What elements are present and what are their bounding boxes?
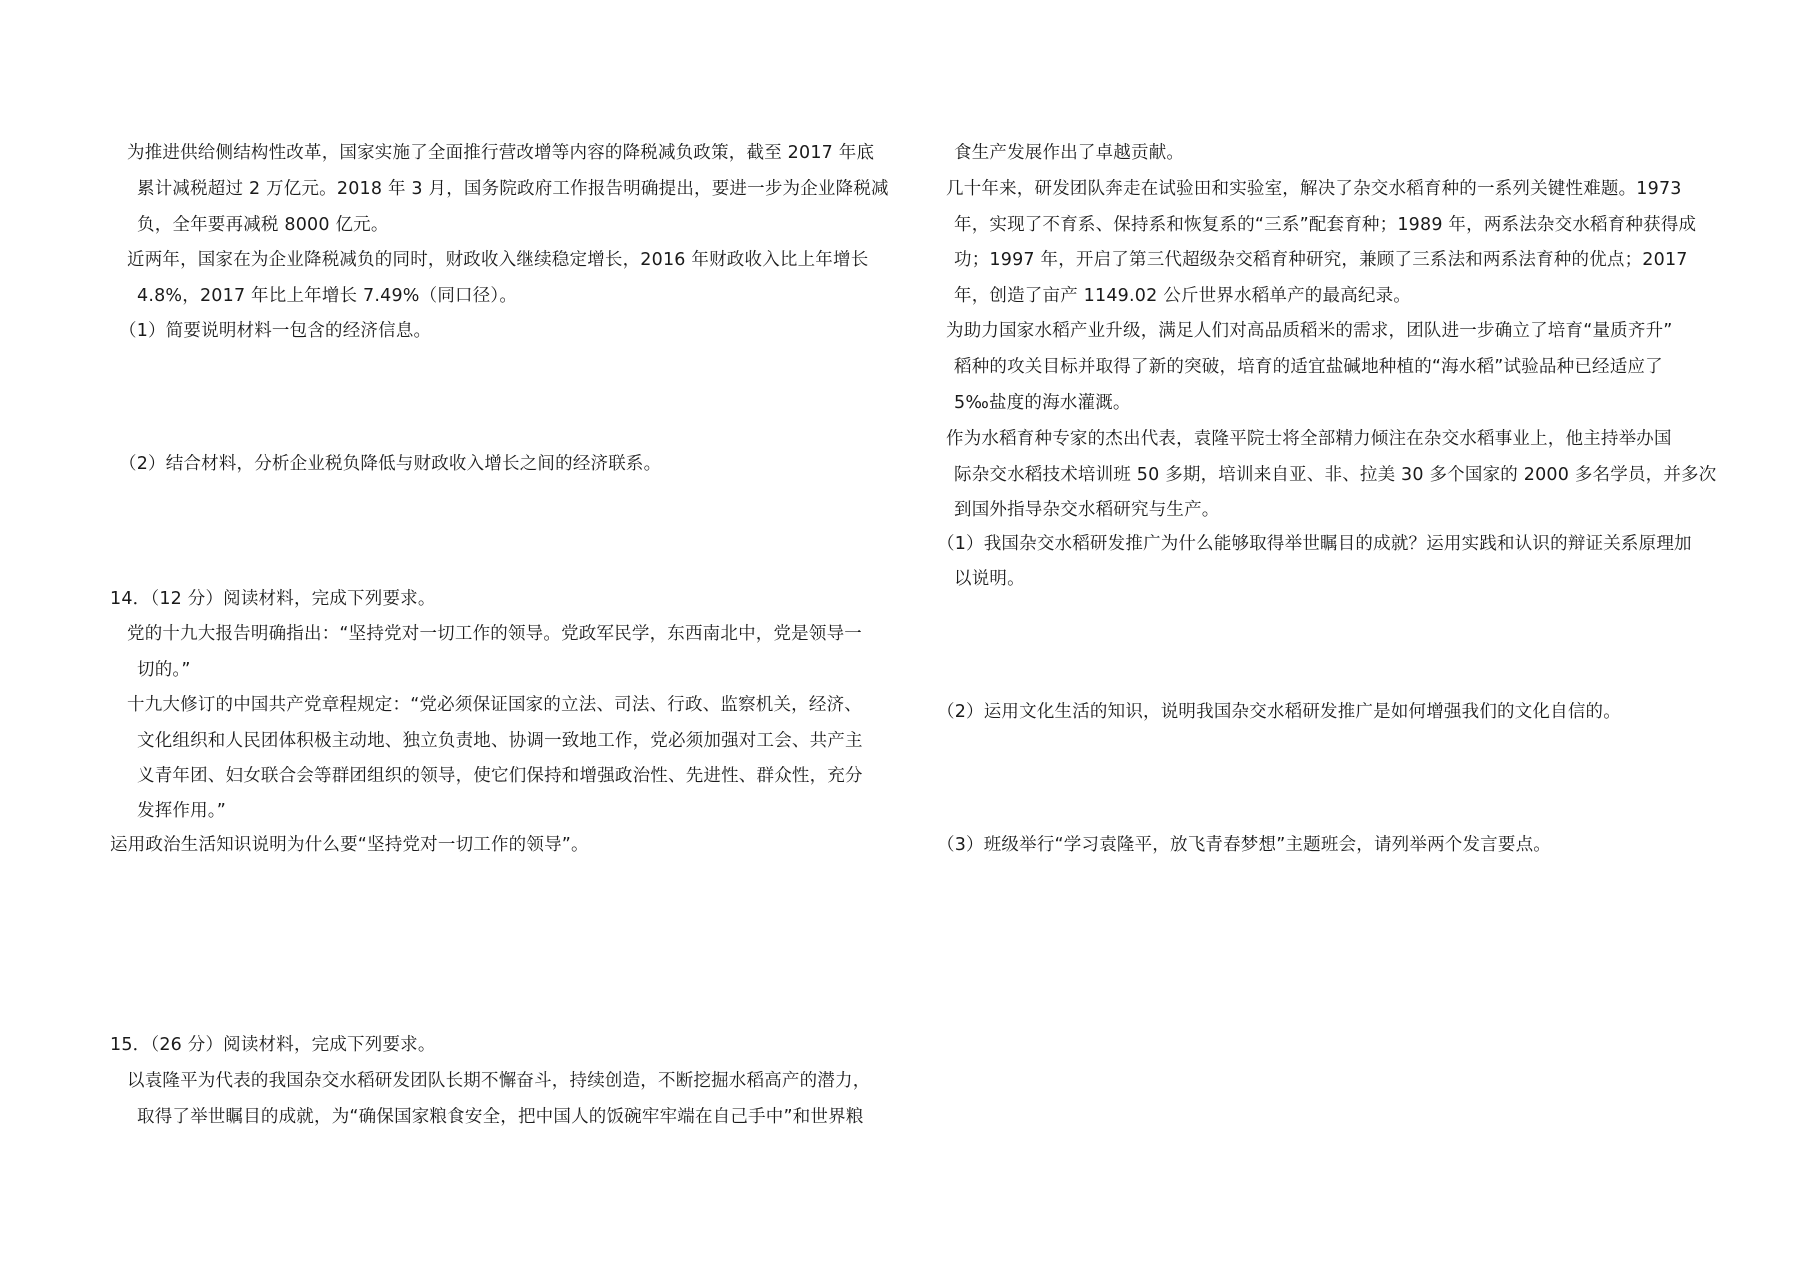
question-15-1-line-2: 以说明。 (954, 569, 1025, 589)
q15-material-cont-line-8: 5‰盐度的海水灌溉。 (954, 393, 1131, 413)
q14-material-line-3: 十九大修订的中国共产党章程规定：“党必须保证国家的立法、司法、行政、监察机关，经济、 (127, 695, 862, 715)
material1-line-3: 负，全年要再减税 8000 亿元。 (137, 215, 389, 235)
q15-material-cont-line-2: 几十年来，研发团队奔走在试验田和实验室，解决了杂交水稻育种的一系列关键性难题。1973 (946, 179, 1682, 199)
q15-material-cont-line-4: 功；1997 年，开启了第三代超级杂交稻育种研究，兼顾了三系法和两系法育种的优点；2017 (954, 250, 1688, 270)
q15-material-line-2: 取得了举世瞩目的成就，为“确保国家粮食安全，把中国人的饭碗牢牢端在自己手中”和世界粮 (137, 1107, 864, 1127)
q15-material-cont-line-6: 为助力国家水稻产业升级，满足人们对高品质稻米的需求，团队进一步确立了培育“量质齐升” (946, 321, 1673, 341)
question-15-1-line-1: （1）我国杂交水稻研发推广为什么能够取得举世瞩目的成就？运用实践和认识的辩证关系原理加 (937, 534, 1692, 554)
q15-material-cont-line-7: 稻种的攻关目标并取得了新的突破，培育的适宜盐碱地种植的“海水稻”试验品种已经适应了 (954, 357, 1663, 377)
question-15-header: 15．（26 分）阅读材料，完成下列要求。 (110, 1035, 436, 1055)
q15-material-line-1: 以袁隆平为代表的我国杂交水稻研发团队长期不懈奋斗，持续创造，不断挖掘水稻高产的潜力， (127, 1071, 871, 1091)
q15-material-cont-line-1: 食生产发展作出了卓越贡献。 (954, 143, 1185, 163)
question-15-2: （2）运用文化生活的知识，说明我国杂交水稻研发推广是如何增强我们的文化自信的。 (937, 702, 1621, 722)
question-13-1: （1）简要说明材料一包含的经济信息。 (119, 321, 432, 341)
material1-line-2: 累计减税超过 2 万亿元。2018 年 3 月，国务院政府工作报告明确提出，要进一步为企业降税减 (137, 179, 889, 199)
q15-material-cont-line-3: 年，实现了不育系、保持系和恢复系的“三系”配套育种；1989 年，两系法杂交水稻育种获得成 (954, 215, 1697, 235)
material1-line-5: 4.8%，2017 年比上年增长 7.49%（同口径）。 (137, 286, 518, 306)
material1-line-1: 为推进供给侧结构性改革，国家实施了全面推行营改增等内容的降税减负政策，截至 2017 年底 (127, 143, 875, 163)
q15-material-cont-line-5: 年，创造了亩产 1149.02 公斤世界水稻单产的最高纪录。 (954, 286, 1411, 306)
q15-material-cont-line-10: 际杂交水稻技术培训班 50 多期，培训来自亚、非、拉美 30 多个国家的 2000 多名学员，并多次 (954, 465, 1717, 485)
question-14-header: 14．（12 分）阅读材料，完成下列要求。 (110, 589, 436, 609)
question-13-2: （2）结合材料，分析企业税负降低与财政收入增长之间的经济联系。 (119, 454, 662, 474)
material1-line-4: 近两年，国家在为企业降税减负的同时，财政收入继续稳定增长，2016 年财政收入比上年增长 (127, 250, 869, 270)
question-14-prompt: 运用政治生活知识说明为什么要“坚持党对一切工作的领导”。 (110, 835, 589, 855)
q14-material-line-2: 切的。” (137, 660, 191, 680)
q14-material-line-4: 文化组织和人民团体积极主动地、独立负责地、协调一致地工作，党必须加强对工会、共产主 (137, 731, 863, 751)
q14-material-line-1: 党的十九大报告明确指出：“坚持党对一切工作的领导。党政军民学，东西南北中，党是领导一 (127, 624, 862, 644)
question-15-3: （3）班级举行“学习袁隆平，放飞青春梦想”主题班会，请列举两个发言要点。 (937, 835, 1551, 855)
q15-material-cont-line-9: 作为水稻育种专家的杰出代表，袁隆平院士将全部精力倾注在杂交水稻事业上，他主持举办国 (946, 429, 1672, 449)
q14-material-line-6: 发挥作用。” (137, 801, 227, 821)
q14-material-line-5: 义青年团、妇女联合会等群团组织的领导，使它们保持和增强政治性、先进性、群众性，充分 (137, 766, 863, 786)
q15-material-cont-line-11: 到国外指导杂交水稻研究与生产。 (954, 500, 1220, 520)
